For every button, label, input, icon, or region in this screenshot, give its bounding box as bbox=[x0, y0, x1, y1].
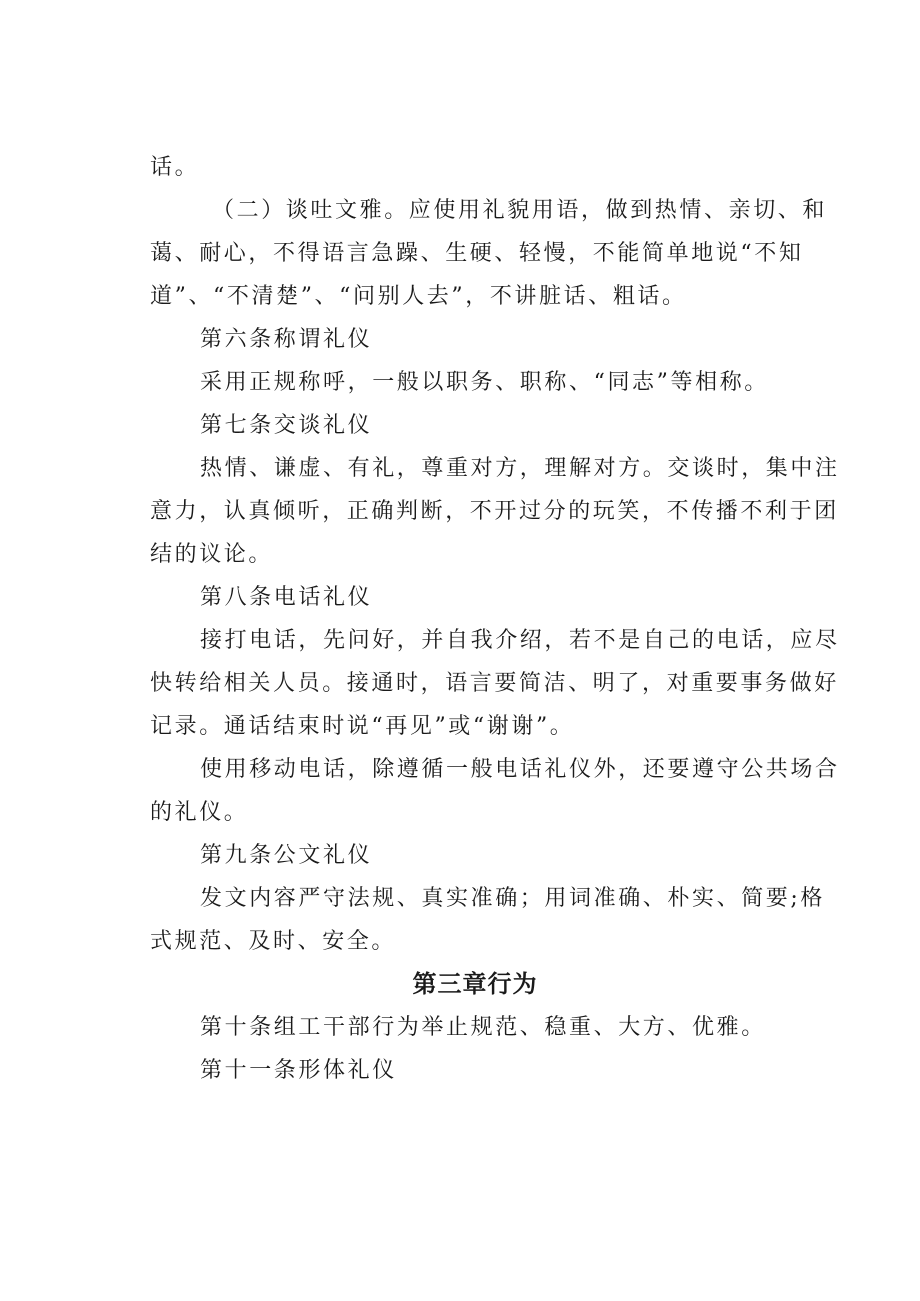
paragraph-line: 第十一条形体礼仪 bbox=[200, 1058, 397, 1083]
paragraph-line: 第七条交谈礼仪 bbox=[200, 413, 373, 438]
chapter-heading: 第三章行为 bbox=[412, 970, 538, 998]
paragraph-line: 热情、谦虚、有礼，尊重对方，理解对方。交谈时，集中注 bbox=[200, 456, 840, 481]
paragraph-line: 第十条组工干部行为举止规范、稳重、大方、优雅。 bbox=[200, 1015, 766, 1040]
paragraph-line: 第九条公文礼仪 bbox=[200, 843, 373, 868]
paragraph-line: 快转给相关人员。接通时，语言要简洁、明了，对重要事务做好 bbox=[150, 671, 839, 696]
paragraph-line: 式规范、及时、安全。 bbox=[150, 929, 397, 954]
paragraph-line: 意力，认真倾听，正确判断，不开过分的玩笑，不传播不利于团 bbox=[150, 499, 839, 524]
paragraph-line: 记录。通话结束时说“再见”或“谢谢”。 bbox=[150, 714, 575, 739]
paragraph-line: 结的议论。 bbox=[150, 542, 274, 567]
paragraph-line: 的礼仪。 bbox=[150, 800, 249, 825]
paragraph-line: 道”、“不清楚”、“问别人去”，不讲脏话、粗话。 bbox=[150, 284, 687, 309]
paragraph-line: 使用移动电话，除遵循一般电话礼仪外，还要遵守公共场合 bbox=[200, 757, 840, 782]
paragraph-line: 话。 bbox=[150, 155, 200, 180]
paragraph-line: 第八条电话礼仪 bbox=[200, 585, 373, 610]
paragraph-line: 接打电话，先问好，并自我介绍，若不是自己的电话，应尽 bbox=[200, 628, 840, 653]
paragraph-line: （二）谈吐文雅。应使用礼貌用语，做到热情、亲切、和 bbox=[212, 198, 828, 223]
paragraph-line: 第六条称谓礼仪 bbox=[200, 327, 373, 352]
paragraph-line: 发文内容严守法规、真实准确；用词准确、朴实、简要;格 bbox=[200, 886, 826, 911]
paragraph-line: 采用正规称呼，一般以职务、职称、“同志”等相称。 bbox=[200, 370, 769, 395]
paragraph-line: 蔼、耐心，不得语言急躁、生硬、轻慢，不能简单地说“不知 bbox=[150, 241, 804, 266]
text-flow bbox=[150, 146, 840, 1092]
document-page bbox=[150, 146, 840, 1092]
